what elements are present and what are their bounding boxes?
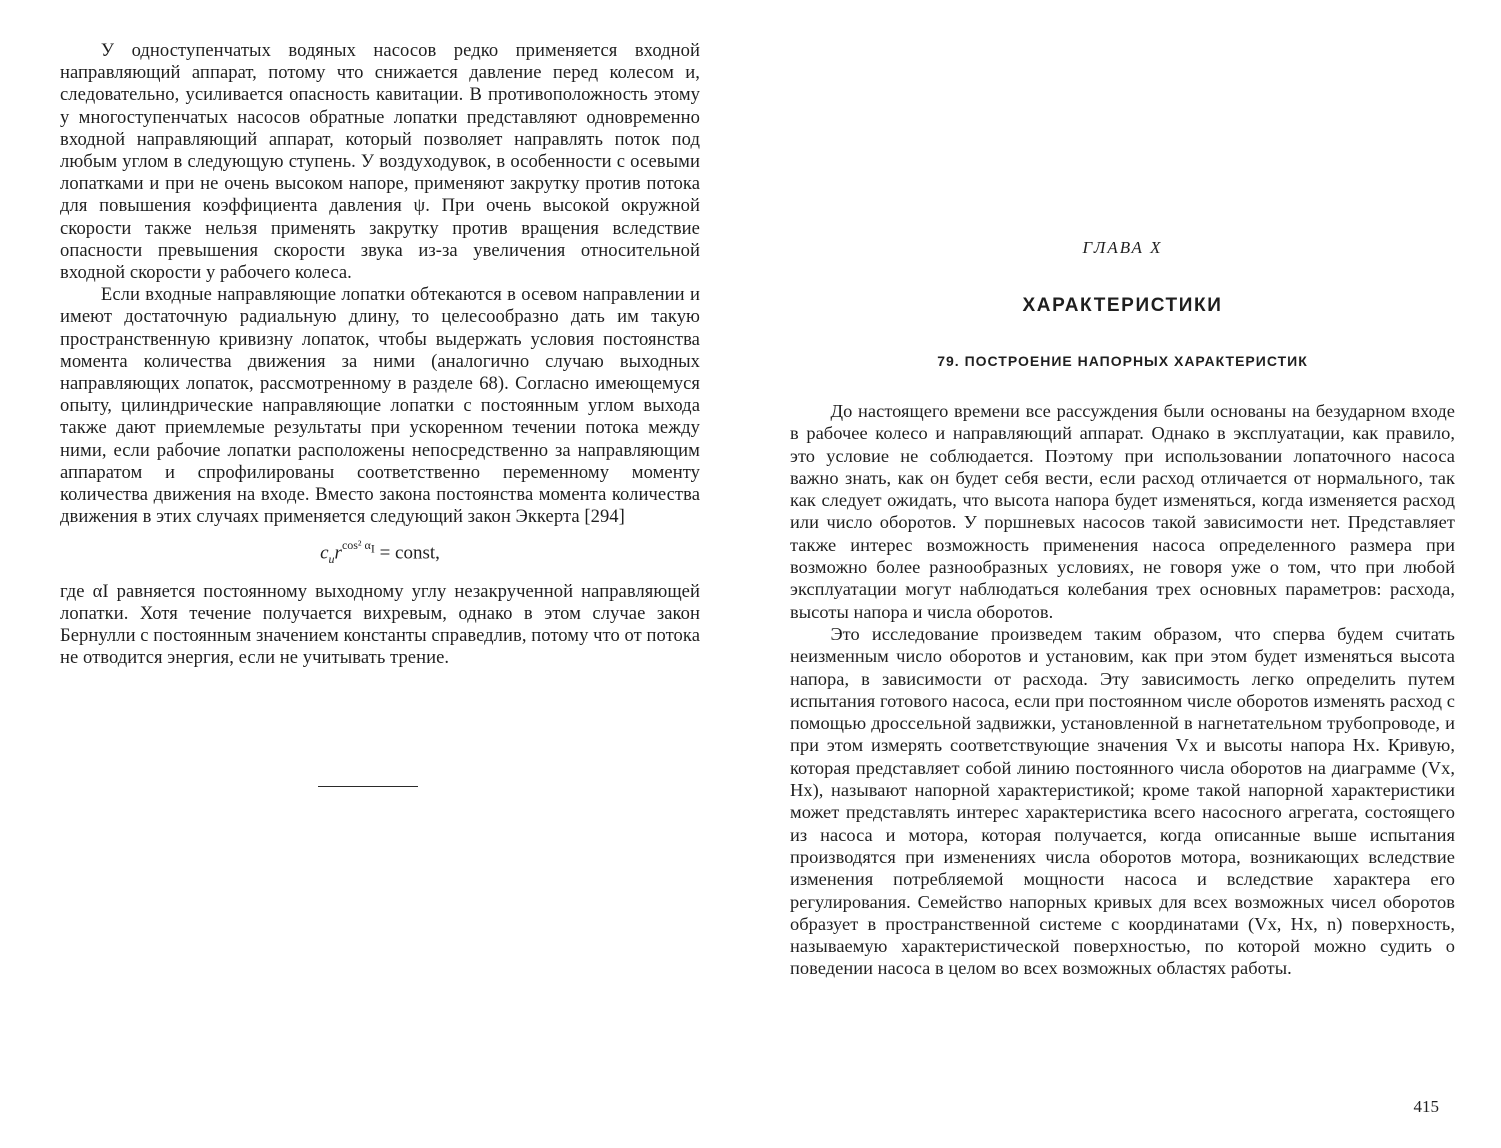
- right-paragraph-2: Это исследование произведем таким образом, что сперва будем считать неизменным число оборотов и установим, как при этом будет изменяться высота напора, в зависимости от расхода. Эту зависимость легко определить путем испытания готового насоса, если при постоянном числе оборотов изменять расход с помощью дроссельной задвижки, установленной в нагнетательном трубопроводе, и при этом измерять соответствующие значения Vx и высоты напора Hx. Кривую, которая представляет собой линию постоянного числа оборотов на диаграмме (Vx, Hx), называют напорной характеристикой; кроме такой напорной характеристики может представлять интерес характеристика всего насосного агрегата, состоящего из насоса и мотора, которая получается, когда описанные выше испытания производятся при изменениях числа оборотов мотора, возникающих вследствие изменения потребляемой мощности насоса и вследствие характера его регулирования. Семейство напорных кривых для всех возможных чисел оборотов образует в пространственной системе с координатами (Vx, Hx, n) поверхность, называемую характеристической поверхностью, по которой можно судить о поведении насоса в целом во всех возможных областях работы.: [790, 623, 1455, 979]
- formula-rhs: = const,: [379, 542, 440, 564]
- page-number: 415: [1413, 1097, 1439, 1116]
- left-paragraph-2: Если входные направляющие лопатки обтекаются в осевом направлении и имеют достаточную радиальную длину, то целесообразно дать им такую пространственную кривизну лопаток, чтобы выдержать условия постоянства момента количества движения за ними (аналогично случаю выходных направляющих лопаток, рассмотренному в разделе 68). Согласно имеющемуся опыту, цилиндрические направляющие лопатки с постоянным углом выхода также дают приемлемые результаты при ускоренном течении потока между ними, если рабочие лопатки расположены непосредственно за направляющим аппаратом и спрофилированы соответственно переменному моменту количества движения на входе. Вместо закона постоянства момента количества движения в этих случаях применяется следующий закон Эккерта [294]: [60, 284, 700, 528]
- section-end-rule: [318, 786, 418, 787]
- left-paragraph-3: где αI равняется постоянному выходному углу незакрученной направляющей лопатки. Хотя течение получается вихревым, однако в этом случае закон Бернулли с постоянным значением константы справедлив, потому что от потока не отводится энергия, если не учитывать трение.: [60, 580, 700, 669]
- right-text-block: [790, 400, 1455, 980]
- left-paragraph-1: У одноступенчатых водяных насосов редко применяется входной направляющий аппарат, потому что снижается давление перед колесом и, следовательно, усиливается опасность кавитации. В противоположность этому у многоступенчатых насосов обратные лопатки представляют одновременно входной направляющий аппарат, который позволяет направлять поток под любым углом в следующую ступень. У воздуходувок, в особенности с осевыми лопатками и при не очень высоком напоре, применяют закрутку против потока для повышения коэффициента давления ψ. При очень высокой окружной скорости также нельзя применять закрутку против вращения вследствие опасности превышения скорости звука из-за увеличения относительной входной скорости у рабочего колеса.: [60, 40, 700, 284]
- eckert-formula: [60, 530, 700, 576]
- left-page: [60, 0, 700, 1148]
- formula-exponent-sub: I: [370, 541, 375, 556]
- formula-exponent-text: cos² α: [341, 538, 371, 553]
- formula-base: c: [320, 542, 329, 564]
- right-page: [790, 0, 1455, 1148]
- left-text-block: [60, 40, 700, 669]
- chapter-label: ГЛАВА X: [1082, 238, 1163, 257]
- formula-base-sub: u: [328, 552, 335, 567]
- right-paragraph-1: До настоящего времени все рассуждения были основаны на безударном входе в рабочее колесо и направляющий аппарат. Однако в эксплуатации, как правило, это условие не соблюдается. Поэтому при использовании лопаточного насоса важно знать, как он будет себя вести, если расход отличается от нормального, так как следует ожидать, что высота напора будет изменяться, когда изменяется расход или число оборотов. У поршневых насосов такой зависимости нет. Представляет также интерес возможность применения насоса определенного размера при возможно более разнообразных условиях, не говоря уже о том, что при любой эксплуатации могут наблюдаться колебания трех основных параметров: расхода, высоты напора и числа оборотов.: [790, 401, 1455, 622]
- chapter-title: ХАРАКТЕРИСТИКИ: [1022, 295, 1223, 316]
- formula-exponent: [341, 538, 375, 556]
- formula-r: r: [334, 542, 342, 564]
- section-title: 79. ПОСТРОЕНИЕ НАПОРНЫХ ХАРАКТЕРИСТИК: [937, 353, 1308, 369]
